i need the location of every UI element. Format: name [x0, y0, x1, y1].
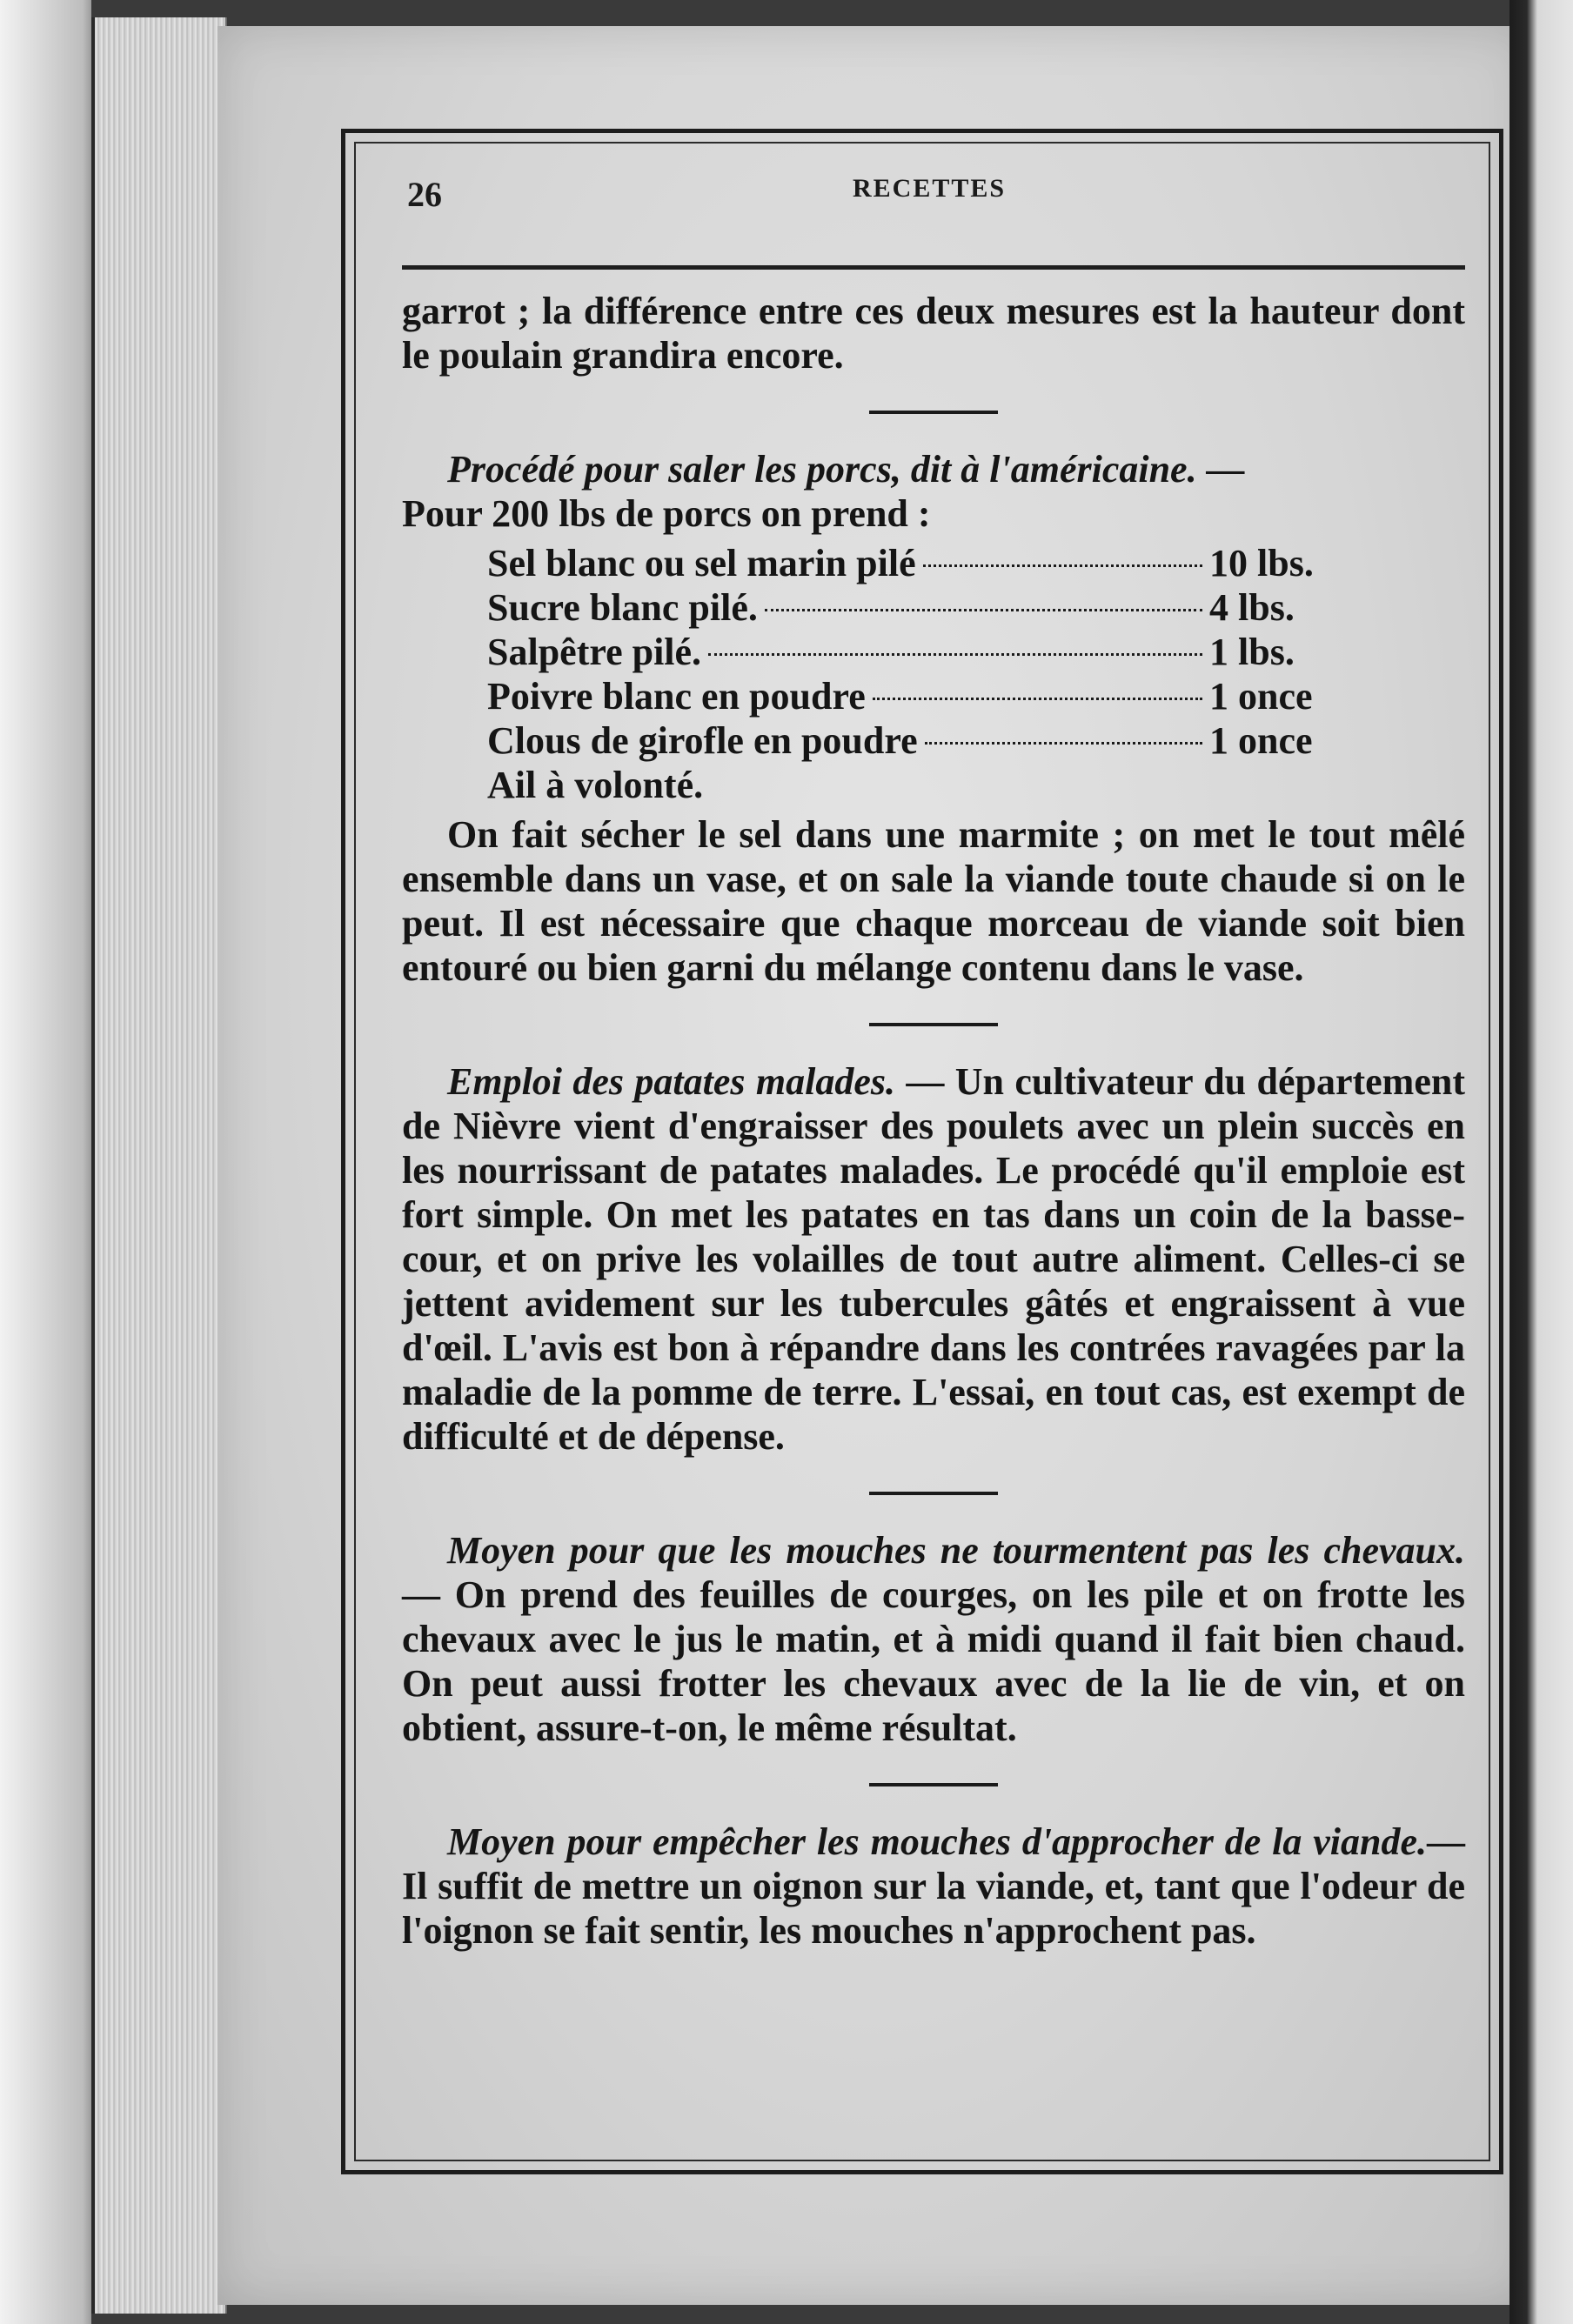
ingredient-row: [487, 630, 1357, 674]
ingredient-qty: 1 lbs.: [1209, 631, 1295, 673]
leader-dots: [925, 742, 1202, 745]
section-separator: [869, 1492, 998, 1495]
ingredient-qty: 4 lbs.: [1209, 586, 1295, 629]
leader-dots: [765, 609, 1202, 611]
book-gutter: [1509, 0, 1573, 2324]
ingredient-name: Poivre blanc en poudre: [487, 675, 866, 718]
patates-paragraph: [402, 1059, 1465, 1459]
intro-paragraph: garrot ; la différence entre ces deux mesures est la hauteur dont le poulain grandira encore.: [402, 290, 1465, 377]
porcs-body: On fait sécher le sel dans une marmite ; on met le tout mêlé ensemble dans un vase, et on sale la viande toute chaude si on le peut. Il est nécessaire que chaque morceau de viande soit bien entouré ou bien garni du mélange contenu dans le vase.: [402, 813, 1465, 989]
ingredient-qty: 10 lbs.: [1209, 542, 1314, 584]
section-separator: [869, 411, 998, 414]
ingredient-name: Clous de girofle en poudre: [487, 719, 918, 762]
leader-dots: [873, 698, 1202, 700]
mouches-viande-body: —Il suffit de mettre un oignon sur la viande, et, tant que l'odeur de l'oignon se fait sentir, les mouches n'approchent pas.: [402, 1820, 1465, 1952]
porcs-title: Procédé pour saler les porcs, dit à l'américaine. —: [447, 448, 1245, 491]
ingredient-name: Sucre blanc pilé.: [487, 586, 758, 629]
patates-title: Emploi des patates malades.: [447, 1060, 895, 1103]
ingredient-qty: 1 once: [1209, 675, 1313, 718]
running-title: RECETTES: [853, 174, 1007, 203]
leader-dots: [708, 653, 1202, 656]
header-rule: [402, 265, 1465, 270]
ingredient-row: [487, 541, 1357, 585]
section-separator: [869, 1023, 998, 1026]
mouches-chevaux-title: Moyen pour que les mouches ne tourmentent pas les chevaux.: [447, 1529, 1465, 1572]
ingredient-list: [487, 541, 1357, 807]
ingredient-row: [487, 718, 1357, 763]
ingredient-row-last: Ail à volonté.: [487, 764, 704, 806]
leader-dots: [923, 564, 1202, 567]
ingredient-row: [487, 585, 1357, 630]
book-page-edges: [91, 17, 227, 2314]
ingredient-row: [487, 674, 1357, 718]
ingredient-name: Salpêtre pilé.: [487, 631, 702, 673]
patates-body: — Un cultivateur du département de Nièvre vient d'engraisser des poulets avec un plein succès en les nourrissant de patates malades. Le procédé qu'il emploie est fort simple. On met les patates en tas dans un coin de la basse-cour, et on prive les volailles de tout autre aliment. Celles-ci se jettent avidement sur les tubercules gâtés et engraissent à vue d'œil. L'avis est bon à répandre dans les contrées ravagées par la maladie de la pomme de terre. L'essai, en tout cas, est exempt de difficulté et de dépense.: [402, 1060, 1465, 1458]
mouches-viande-title: Moyen pour empêcher les mouches d'approcher de la viande.: [447, 1820, 1427, 1863]
porcs-heading: [402, 447, 1465, 491]
scanner-bed: [0, 0, 91, 2324]
mouches-viande-paragraph: [402, 1820, 1465, 1953]
page-content: [402, 289, 1465, 1953]
mouches-chevaux-paragraph: [402, 1528, 1465, 1750]
ingredient-qty: 1 once: [1209, 719, 1313, 762]
page-number: 26: [407, 175, 442, 214]
ingredient-name: Sel blanc ou sel marin pilé: [487, 542, 916, 584]
section-separator: [869, 1783, 998, 1786]
mouches-chevaux-body: — On prend des feuilles de courges, on les pile et on frotte les chevaux avec le jus le matin, et à midi quand il fait bien chaud. On peut aussi frotter les chevaux avec de la lie de vin, et on obtient, assure-t-on, le même résultat.: [402, 1573, 1465, 1749]
porcs-lead: Pour 200 lbs de porcs on prend :: [402, 492, 931, 535]
